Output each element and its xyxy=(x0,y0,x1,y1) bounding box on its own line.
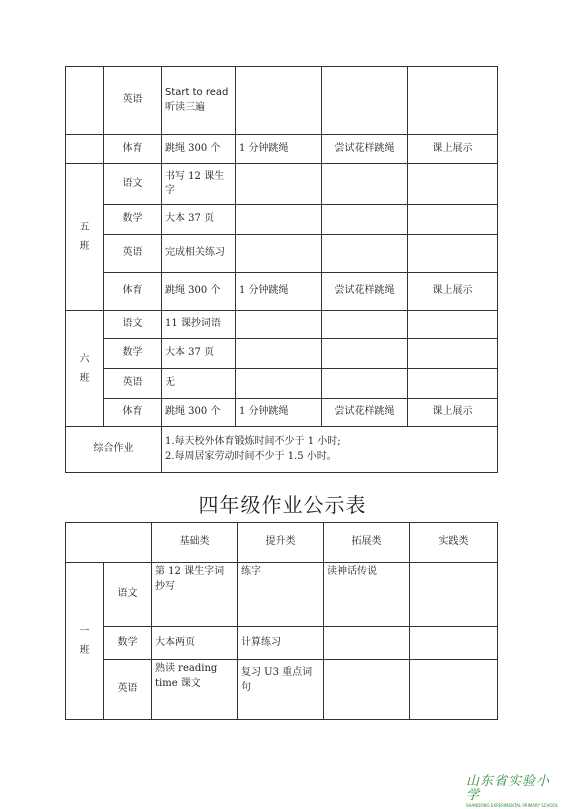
header-basic: 基础类 xyxy=(152,523,238,563)
school-logo-cn: 山东省实验小学 xyxy=(466,774,551,803)
extension-cell xyxy=(322,369,408,399)
practice-cell xyxy=(410,660,498,720)
header-row xyxy=(66,523,498,563)
practice-cell xyxy=(410,627,498,660)
extension-cell: 尝试花样跳绳 xyxy=(322,399,408,427)
class-name-cell: 五 班 xyxy=(66,164,104,311)
basic-cell: 书写 12 课生字 xyxy=(162,164,236,205)
table-row xyxy=(66,311,498,339)
basic-cell: 大本两页 xyxy=(152,627,238,660)
homework-table-top xyxy=(65,66,498,473)
school-logo-en: SHANDONG EXPERIMENTAL PRIMARY SCHOOL xyxy=(466,803,559,808)
subject-cell: 英语 xyxy=(104,660,152,720)
basic-cell: 跳绳 300 个 xyxy=(162,135,236,164)
table-row xyxy=(66,135,498,164)
basic-cell: 大本 37 页 xyxy=(162,205,236,235)
comprehensive-label: 综合作业 xyxy=(66,427,162,473)
school-logo xyxy=(466,774,561,808)
subject-cell: 体育 xyxy=(104,135,162,164)
practice-cell xyxy=(408,235,498,273)
practice-cell xyxy=(408,369,498,399)
comprehensive-item: 2.每周居家劳动时间不少于 1.5 小时。 xyxy=(165,450,337,462)
class-cell-blank xyxy=(66,135,104,164)
subject-cell: 英语 xyxy=(104,235,162,273)
table-row xyxy=(66,273,498,311)
basic-cell: 完成相关练习 xyxy=(162,235,236,273)
subject-cell: 语文 xyxy=(104,164,162,205)
advanced-cell: 计算练习 xyxy=(238,627,324,660)
practice-cell xyxy=(408,164,498,205)
table-row xyxy=(66,164,498,205)
class-name-cell: 六 班 xyxy=(66,311,104,427)
extension-cell xyxy=(322,235,408,273)
advanced-cell: 练字 xyxy=(238,563,324,627)
page-title: 四年级作业公示表 xyxy=(198,493,367,517)
extension-cell xyxy=(322,67,408,135)
table-row xyxy=(66,399,498,427)
extension-cell: 读神话传说 xyxy=(324,563,410,627)
advanced-cell xyxy=(236,164,322,205)
basic-cell: 跳绳 300 个 xyxy=(162,273,236,311)
extension-cell xyxy=(322,205,408,235)
table-row xyxy=(66,369,498,399)
table-row xyxy=(66,67,498,135)
subject-cell: 数学 xyxy=(104,205,162,235)
subject-cell: 英语 xyxy=(104,369,162,399)
practice-cell xyxy=(410,563,498,627)
basic-cell: 大本 37 页 xyxy=(162,339,236,369)
subject-cell: 语文 xyxy=(104,311,162,339)
practice-cell: 课上展示 xyxy=(408,135,498,164)
table-row xyxy=(66,205,498,235)
advanced-cell: 1 分钟跳绳 xyxy=(236,135,322,164)
subject-cell: 数学 xyxy=(104,339,162,369)
comprehensive-content xyxy=(162,427,498,473)
advanced-cell: 1 分钟跳绳 xyxy=(236,399,322,427)
basic-cell: 11 课抄词语 xyxy=(162,311,236,339)
extension-cell xyxy=(322,311,408,339)
extension-cell xyxy=(322,164,408,205)
subject-cell: 语文 xyxy=(104,563,152,627)
practice-cell: 课上展示 xyxy=(408,273,498,311)
subject-cell: 数学 xyxy=(104,627,152,660)
basic-cell: 跳绳 300 个 xyxy=(162,399,236,427)
advanced-cell xyxy=(236,67,322,135)
practice-cell xyxy=(408,205,498,235)
header-extension: 拓展类 xyxy=(324,523,410,563)
header-blank xyxy=(66,523,152,563)
header-practice: 实践类 xyxy=(410,523,498,563)
basic-cell: 熟读 reading time 课文 xyxy=(152,660,238,720)
class-cell-blank xyxy=(66,67,104,135)
extension-cell xyxy=(322,339,408,369)
extension-cell: 尝试花样跳绳 xyxy=(322,273,408,311)
basic-cell: 第 12 课生字词抄写 xyxy=(152,563,238,627)
table-row xyxy=(66,339,498,369)
basic-cell: 无 xyxy=(162,369,236,399)
advanced-cell xyxy=(236,235,322,273)
basic-text: Start to read 听读三遍 xyxy=(165,87,229,113)
advanced-cell xyxy=(236,205,322,235)
extension-cell xyxy=(324,660,410,720)
table-row xyxy=(66,660,498,720)
table-row xyxy=(66,427,498,473)
subject-cell: 体育 xyxy=(104,273,162,311)
practice-cell: 课上展示 xyxy=(408,399,498,427)
practice-cell xyxy=(408,311,498,339)
homework-table-grade4 xyxy=(65,522,498,720)
header-advanced: 提升类 xyxy=(238,523,324,563)
practice-cell xyxy=(408,67,498,135)
basic-cell xyxy=(162,67,236,135)
table-row xyxy=(66,627,498,660)
table-row xyxy=(66,563,498,627)
advanced-cell xyxy=(236,311,322,339)
class-name-cell: 一 班 xyxy=(66,563,104,720)
extension-cell: 尝试花样跳绳 xyxy=(322,135,408,164)
advanced-cell: 复习 U3 重点词句 xyxy=(238,660,324,720)
extension-cell xyxy=(324,627,410,660)
advanced-cell: 1 分钟跳绳 xyxy=(236,273,322,311)
comprehensive-item: 1.每天校外体育锻炼时间不少于 1 小时; xyxy=(165,436,341,447)
subject-cell: 英语 xyxy=(104,67,162,135)
subject-cell: 体育 xyxy=(104,399,162,427)
advanced-cell xyxy=(236,339,322,369)
table-row xyxy=(66,235,498,273)
practice-cell xyxy=(408,339,498,369)
advanced-cell xyxy=(236,369,322,399)
